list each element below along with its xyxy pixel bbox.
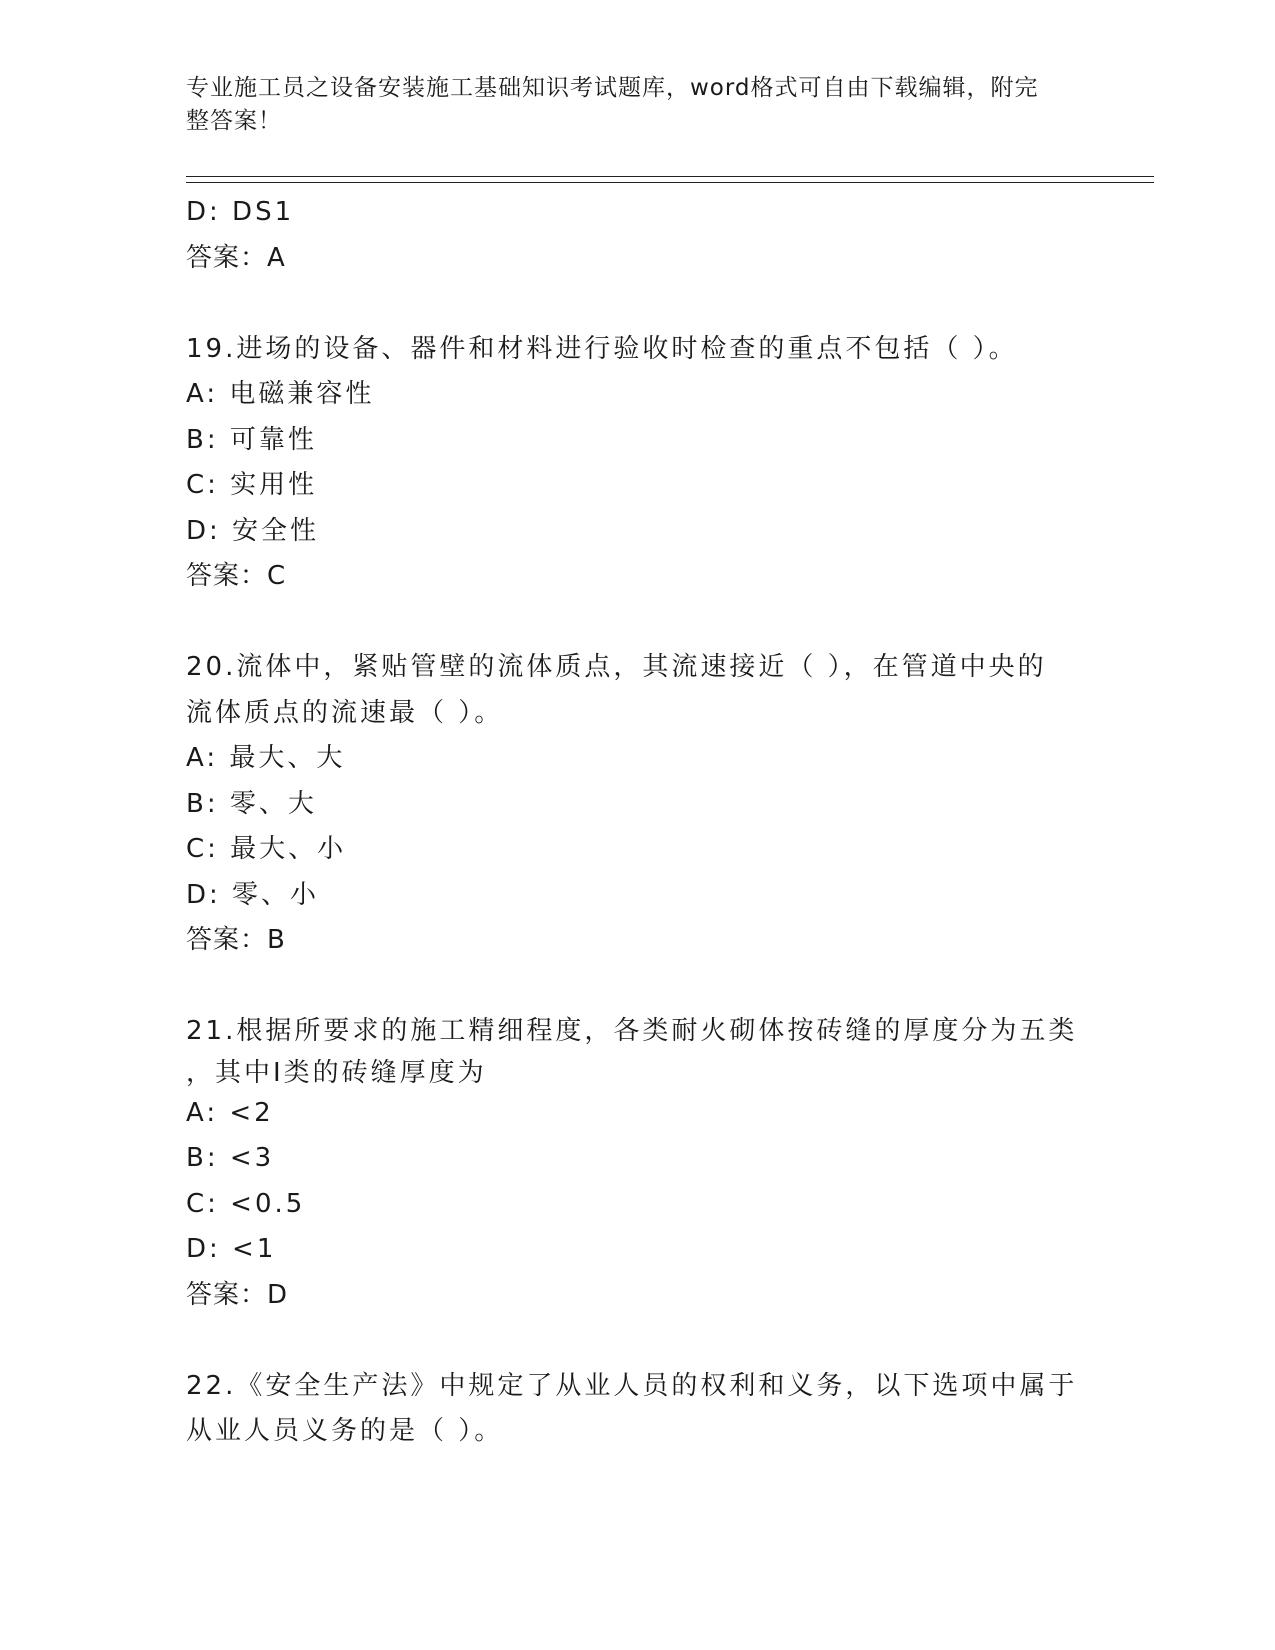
question-21 [186, 1009, 1086, 1318]
answer: 答案：A [186, 242, 286, 273]
option-d: D: <1 [186, 1234, 277, 1264]
question-19 [186, 327, 1086, 600]
question-stem: 20.流体中，紧贴管壁的流体质点，其流速接近（ ），在管道中央的 [186, 652, 1047, 682]
option-a: A: 最大、大 [186, 743, 346, 773]
document-header [186, 72, 1066, 138]
question-20 [186, 645, 1086, 964]
header-divider-bottom [186, 182, 1154, 183]
header-divider-top [186, 176, 1154, 177]
option-a: A: 电磁兼容性 [186, 379, 375, 409]
question-stem: 22.《安全生产法》中规定了从业人员的权利和义务，以下选项中属于 [186, 1370, 1078, 1401]
option-d: D: DS1 [186, 197, 295, 227]
option-c: C: 实用性 [186, 470, 318, 500]
option-d: D: 安全性 [186, 515, 320, 546]
header-line-2: 整答案！ [186, 108, 282, 134]
question-stem: 19.进场的设备、器件和材料进行验收时检查的重点不包括（ ）。 [186, 333, 1018, 364]
spacer [186, 1318, 1086, 1364]
spacer [186, 964, 1086, 1010]
question-content [186, 190, 1086, 1455]
question-stem-continued: 流体质点的流速最（ ）。 [186, 697, 504, 728]
option-b: B: 可靠性 [186, 424, 317, 455]
option-c: C: 最大、小 [186, 834, 347, 864]
question-stem-continued: ，其中Ⅰ类的砖缝厚度为 [186, 1057, 487, 1088]
answer: 答案：D [186, 1279, 289, 1310]
question-stem-continued: 从业人员义务的是（ ）。 [186, 1416, 504, 1446]
question-stem: 21.根据所要求的施工精细程度，各类耐火砌体按砖缝的厚度分为五类 [186, 1016, 1078, 1046]
answer: 答案：B [186, 925, 286, 955]
spacer [186, 281, 1086, 327]
spacer [186, 600, 1086, 646]
option-b: B: 零、大 [186, 788, 317, 819]
header-line-1: 专业施工员之设备安装施工基础知识考试题库，word格式可自由下载编辑，附完 [186, 75, 1039, 101]
question-22 [186, 1364, 1086, 1455]
option-b: B: <3 [186, 1143, 275, 1173]
option-c: C: <0.5 [186, 1188, 306, 1219]
option-a: A: <2 [186, 1097, 274, 1128]
option-d: D: 零、小 [186, 879, 320, 910]
answer: 答案：C [186, 561, 287, 591]
